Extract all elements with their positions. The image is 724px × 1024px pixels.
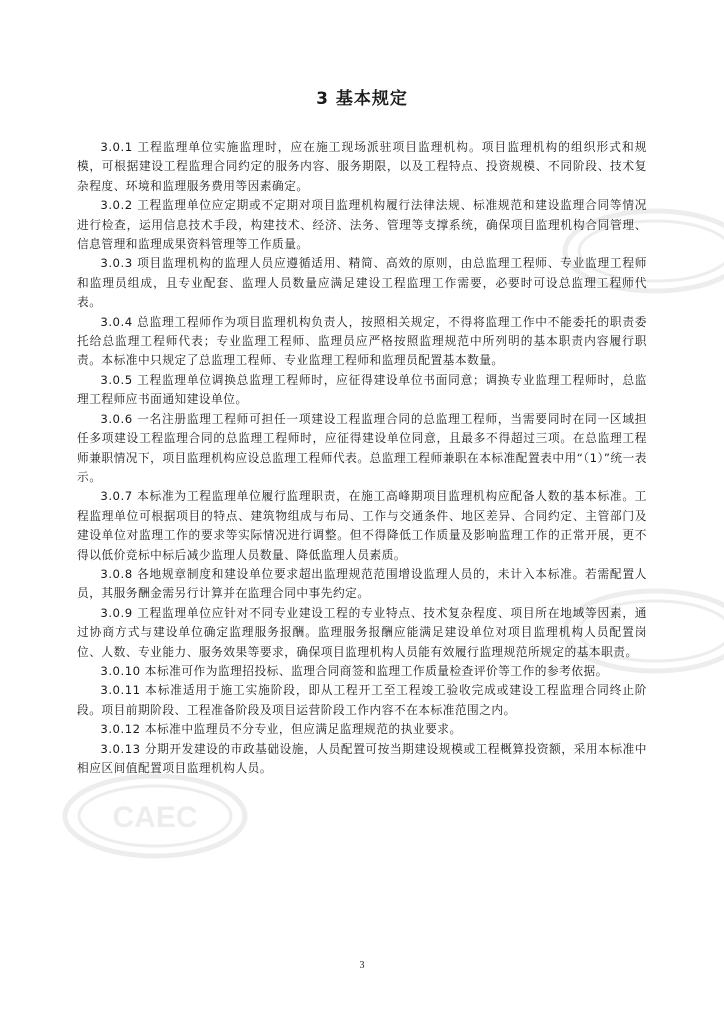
clause-3-0-5: 3.0.5 工程监理单位调换总监理工程师时，应征得建设单位书面同意；调换专业监理工程师时，总监理工程师应书面通知建设单位。 [77,372,647,407]
clause-3-0-3: 3.0.3 项目监理机构的监理人员应遵循适用、精简、高效的原则，由总监理工程师、专业监理工程师和监理员组成，且专业配套、监理人员数量应满足建设工程监理工作需要，必要时可设总监理工程师代表。 [77,256,647,310]
section-title: 3 基本规定 [316,89,408,109]
clause-3-0-10: 3.0.10 本标准可作为监理招投标、监理合同商签和监理工作质量检查评价等工作的参考依据。 [100,663,608,678]
clause-3-0-7: 3.0.7 本标准为工程监理单位履行监理职责，在施工高峰期项目监理机构应配备人数的基本标准。工程监理单位可根据项目的特点、建筑物组成与布局、工作与交通条件、地区差异、合同约定、主管部门及建设单位对监理工作的要求等实际情况进行调整。但不得降低工作质量及影响监理工作的正常开展，更不得以低价竞标中标后减少监理人员数量、降低监理人员素质。 [77,489,647,562]
page-number: 3 [359,960,365,971]
watermark-text: CAEC [112,801,198,834]
clause-3-0-12: 3.0.12 本标准中监理员不分专业，但应满足监理规范的执业要求。 [100,722,462,737]
clause-3-0-13: 3.0.13 分期开发建设的市政基础设施，人员配置可按当期建设规模或工程概算投资额，采用本标准中相应区间值配置项目监理机构人员。 [77,741,647,775]
clause-3-0-8: 3.0.8 各地规章制度和建设单位要求超出监理规范范围增设监理人员的，未计入本标准。若需配置人员，其服务酬金需另行计算并在监理合同中事先约定。 [77,566,647,601]
caec-watermark-logo [60,770,250,862]
clause-3-0-4: 3.0.4 总监理工程师作为项目监理机构负责人，按照相关规定，不得将监理工作中不能委托的职责委托给总监理工程师代表；专业监理工程师、监理员应严格按照监理规范中所列明的基本职责内容履行职责。本标准中只规定了总监理工程师、专业监理工程师和监理员配置基本数量。 [77,314,647,368]
clause-3-0-11: 3.0.11 本标准适用于施工实施阶段，即从工程开工至工程竣工验收完成或建设工程监理合同终止阶段。项目前期阶段、工程准备阶段及项目运营阶段工作内容不在本标准范围之内。 [77,683,647,717]
clause-3-0-2: 3.0.2 工程监理单位应定期或不定期对项目监理机构履行法律法规、标准规范和建设监理合同等情况进行检查，运用信息技术手段，构建技术、经济、法务、管理等支撑系统，确保项目监理机构合同管理、信息管理和监理成果资料管理等工作质量。 [77,198,647,252]
section-body [77,138,647,778]
clause-3-0-6: 3.0.6 一名注册监理工程师可担任一项建设工程监理合同的总监理工程师，当需要同时在同一区域担任多项建设工程监理合同的总监理工程师时，应征得建设单位同意，且最多不得超过三项。在总监理工程师兼职情况下，项目监理机构应设总监理工程师代表。总监理工程师兼职在本标准配置表中用“（1）”统一表示。 [77,411,647,484]
clause-3-0-1: 3.0.1 工程监理单位实施监理时，应在施工现场派驻项目监理机构。项目监理机构的组织形式和规模，可根据建设工程监理合同约定的服务内容、服务期限，以及工程特点、投资规模、不同阶段、技术复杂程度、环境和监理服务费用等因素确定。 [77,140,647,193]
clause-3-0-9: 3.0.9 工程监理单位应针对不同专业建设工程的专业特点、技术复杂程度、项目所在地域等因素，通过协商方式与建设单位确定监理服务报酬。监理服务报酬应能满足建设单位对项目监理机构人员配置岗位、人数、专业能力、服务效果等要求，确保项目监理机构人员能有效履行监理规范所规定的基本职责。 [77,605,647,659]
